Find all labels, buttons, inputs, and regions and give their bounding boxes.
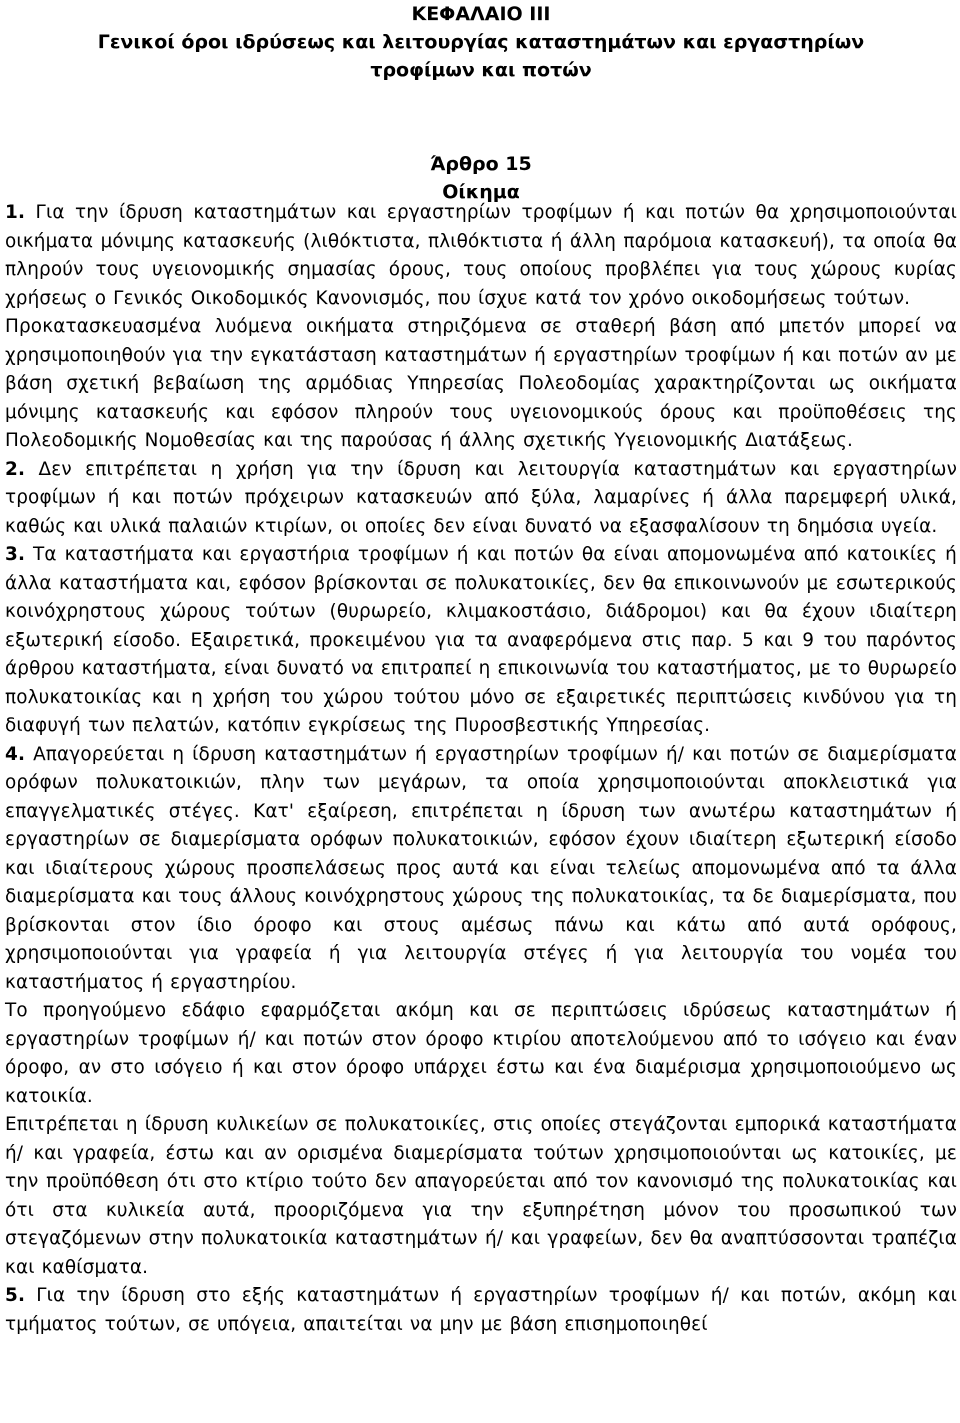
paragraph-text: Προκατασκευασμένα λυόμενα οικήματα στηριζόμενα σε σταθερή βάση από μπετόν μπορεί να χρησιμοποιηθούν για την εγκατάσταση καταστημάτων ή εργαστηρίων τροφίμων ή και ποτών αν με βάση σχετική βεβαίωση της αρμόδιας Υπηρεσίας Πολεοδομίας χαρακτηρίζονται ως οικήματα μόνιμης κατασκευής και εφόσον πληρούν τους υγειονομικούς όρους και προϋποθέσεις της Πολεοδομικής Νομοθεσίας και της παρούσας ή άλλης σχετικής Υγειονομικής Διατάξεως. bbox=[5, 316, 957, 451]
paragraph-number: 2. bbox=[5, 458, 26, 480]
article-header bbox=[5, 150, 957, 206]
paragraph-text: Το προηγούμενο εδάφιο εφαρμόζεται ακόμη και σε περιπτώσεις ιδρύσεως καταστημάτων ή εργαστηρίων τροφίμων ή/ και ποτών στον όροφο κτιρίου αποτελούμενου από το ισόγειο και έναν όροφο, αν στο ισόγειο ή και στον όροφο υπάρχει έστω και ένα διαμέρισμα χρησιμοποιούμενο ως κατοικία. bbox=[5, 1000, 957, 1107]
chapter-title-line-1: Γενικοί όροι ιδρύσεως και λειτουργίας καταστημάτων και εργαστηρίων bbox=[97, 31, 865, 53]
article-number: Άρθρο 15 bbox=[430, 153, 532, 175]
paragraph-text: Απαγορεύεται η ίδρυση καταστημάτων ή εργαστηρίων τροφίμων ή/ και ποτών σε διαμερίσματα ορόφων πολυκατοικιών, πλην των μεγάρων, τα οποία χρησιμοποιούνται αποκλειστικά για επαγγελματικές στέγες. Κατ' εξαίρεση, επιτρέπεται η ίδρυση των ανωτέρω καταστημάτων ή εργαστηρίων σε διαμερίσματα ορόφων πολυκατοικιών, εφόσον έχουν ιδιαίτερη εξωτερική είσοδο και ιδιαίτερους χώρους προσπελάσεως προς αυτά και είναι τελείως απομονωμένα από τα άλλα διαμερίσματα και τους άλλους κοινόχρηστους χώρους της πολυκατοικίας, τα δε διαμερίσματα, που βρίσκονται στον ίδιο όροφο και στους αμέσως πάνω και κάτω από αυτά ορόφους, χρησιμοποιούνται για γραφεία ή για λειτουργία στέγες ή για λειτουργία του νομέα του καταστήματος ή εργαστηρίου. bbox=[5, 743, 957, 993]
paragraph-number: 4. bbox=[5, 743, 26, 765]
paragraph-4-canteens bbox=[5, 1111, 957, 1282]
chapter-heading: ΚΕΦΑΛΑΙΟ ΙΙΙ bbox=[411, 3, 551, 25]
paragraph-number: 5. bbox=[5, 1285, 26, 1306]
paragraph-text: Για την ίδρυση στο εξής καταστημάτων ή εργαστηρίων τροφίμων ή/ και ποτών, ακόμη και τμήματος τούτων, σε υπόγεια, απαιτείται να μην με βάση επισημοποιηθεί bbox=[5, 1285, 957, 1335]
paragraph-4-previous-clause bbox=[5, 997, 957, 1111]
chapter-title-line-2: τροφίμων και ποτών bbox=[370, 59, 592, 81]
paragraph-text: Επιτρέπεται η ίδρυση κυλικείων σε πολυκατοικίες, στις οποίες στεγάζονται εμπορικά καταστήματα ή/ και γραφεία, έστω και αν ορισμένα διαμερίσματα τούτων χρησιμοποιούνται ως κατοικίες, με την προϋπόθεση ότι στο κτίριο τούτο δεν απαγορεύεται από τον κανονισμό της πολυκατοικίας και ότι στα κυλικεία αυτά, προοριζόμενα για την εξυπηρέτηση μόνον του προσωπικού των στεγαζόμενων στην πολυκατοικία καταστημάτων ή/ και γραφείων, δεν θα αναπτύσσονται τραπέζια και καθίσματα. bbox=[5, 1114, 957, 1278]
paragraph-1-prefab bbox=[5, 313, 957, 456]
paragraph-4 bbox=[5, 741, 957, 998]
paragraph-text: Για την ίδρυση καταστημάτων και εργαστηρίων τροφίμων ή και ποτών θα χρησιμοποιούνται οικήματα μόνιμης κατασκευής (λιθόκτιστα, πλιθόκτιστα ή άλλη παρόμοια κατασκευή), τα οποία θα πληρούν τους υγειονομικής σημασίας όρους, τους οποίους προβλέπει για τους χώρους κυρίας χρήσεως ο Γενικός Οικοδομικός Κανονισμός, που ίσχυε κατά τον χρόνο οικοδομήσεως τούτων. bbox=[5, 202, 957, 309]
paragraph-number: 1. bbox=[5, 202, 26, 223]
article-title: Οίκημα bbox=[442, 181, 520, 203]
article-body bbox=[5, 199, 957, 1339]
paragraph-2 bbox=[5, 456, 957, 542]
paragraph-text: Δεν επιτρέπεται η χρήση για την ίδρυση και λειτουργία καταστημάτων και εργαστηρίων τροφίμων ή και ποτών πρόχειρων κατασκευών από ξύλα, λαμαρίνες ή άλλα παρεμφερή υλικά, καθώς και υλικά παλαιών κτιρίων, οι οποίες δεν είναι δυνατό να εξασφαλίσουν τη δημόσια υγεία. bbox=[5, 458, 957, 537]
paragraph-text: Τα καταστήματα και εργαστήρια τροφίμων ή και ποτών θα είναι απομονωμένα από κατοικίες ή άλλα καταστήματα και, εφόσον βρίσκονται σε πολυκατοικίες, δεν θα επικοινωνούν με εσωτερικούς κοινόχρηστους χώρους τούτων (θυρωρείο, κλιμακοστάσιο, διάδρομοι) και θα έχουν ιδιαίτερη εξωτερική είσοδο. Εξαιρετικά, προκειμένου για τα αναφερόμενα στις παρ. 5 και 9 του παρόντος άρθρου καταστήματα, είναι δυνατό να επιτραπεί η επικοινωνία του καταστήματος, με το θυρωρείο πολυκατοικίας και η χρήση του χώρου τούτου μόνο σε εξαιρετικές περιπτώσεις κινδύνου για τη διαφυγή των πελατών, κατόπιν εγκρίσεως της Πυροσβεστικής Υπηρεσίας. bbox=[5, 544, 957, 736]
paragraph-number: 3. bbox=[5, 544, 26, 565]
paragraph-3 bbox=[5, 541, 957, 741]
paragraph-1 bbox=[5, 199, 957, 313]
document-page bbox=[5, 0, 957, 1339]
paragraph-5 bbox=[5, 1282, 957, 1339]
